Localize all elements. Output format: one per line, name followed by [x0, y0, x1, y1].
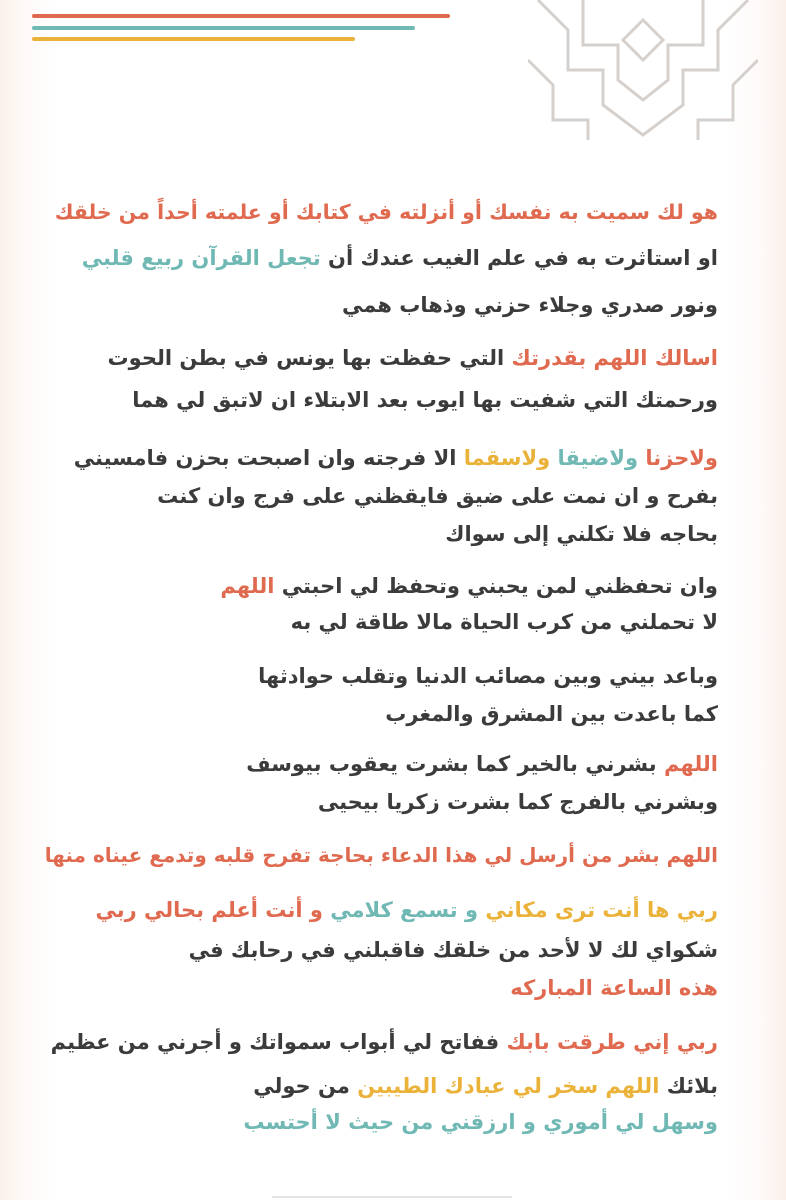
bottom-divider	[272, 1196, 512, 1198]
text-line	[45, 843, 718, 867]
text-line	[74, 446, 718, 470]
gold-stripe	[32, 37, 355, 41]
text-segment: وباعد بيني وبين مصائب الدنيا وتقلب حوادثها	[258, 664, 718, 688]
text-segment: ولاسقما	[456, 446, 551, 470]
teal-stripe	[32, 26, 415, 30]
text-segment: وبشرني بالفرج كما بشرت زكريا بيحيى	[317, 790, 718, 814]
text-segment: بشرني بالخير كما بشرت يعقوب بيوسف	[246, 752, 657, 776]
text-segment: وسهل لي أموري و ارزقني من حيث لا أحتسب	[243, 1110, 718, 1134]
text-segment: بحاجه فلا تكلني إلى سواك	[445, 522, 718, 546]
text-line	[246, 752, 718, 776]
text-segment: و تسمع كلامي	[322, 898, 479, 922]
red-stripe	[32, 14, 450, 18]
text-segment: ففاتح لي أبواب سمواتك و أجرني من عظيم	[50, 1030, 500, 1054]
text-segment: كما باعدت بين المشرق والمغرب	[385, 702, 718, 726]
text-line	[189, 938, 718, 962]
text-line	[51, 1030, 718, 1054]
text-segment: و أنت أعلم بحالي ربي	[95, 898, 323, 922]
text-line	[220, 574, 718, 598]
text-segment: وان تحفظني لمن يحبني وتحفظ لي احبتي	[274, 574, 718, 598]
text-segment: اللهم بشر من أرسل لي هذا الدعاء بحاجة تفرح قلبه وتدمع عيناه منها	[44, 843, 718, 867]
text-segment: التي حفظت بها يونس في بطن الحوت	[107, 346, 505, 370]
text-line	[385, 702, 718, 726]
text-line	[318, 790, 718, 814]
text-line	[342, 293, 718, 317]
text-line	[96, 898, 719, 922]
text-segment: شكواي لك لا لأحد من خلقك فاقبلني في رحابك في	[188, 938, 718, 962]
text-segment: اللهم	[656, 752, 718, 776]
text-segment: ورحمتك التي شفيت بها ايوب بعد الابتلاء ان لاتبق لي هما	[132, 388, 718, 412]
text-line	[243, 1110, 718, 1134]
text-segment: لا تحملني من كرب الحياة مالا طاقة لي به	[290, 610, 718, 634]
text-segment: ربي ها أنت ترى مكاني	[478, 898, 718, 922]
text-segment: ونور صدري وجلاء حزني وذهاب همي	[342, 293, 718, 317]
text-line	[253, 1074, 718, 1098]
text-segment: بلائك	[659, 1074, 718, 1098]
text-segment: اللهم سخر لي عبادك الطيبين	[349, 1074, 660, 1098]
text-segment: ولاضيقا	[550, 446, 639, 470]
text-line	[258, 664, 718, 688]
text-segment: هذه الساعة المباركه	[510, 976, 718, 1000]
text-segment: اللهم	[220, 574, 275, 598]
text-line	[157, 484, 718, 508]
text-line	[55, 200, 718, 224]
text-segment: او استاثرت به في علم الغيب عندك أن	[320, 246, 718, 270]
arabesque-star-pattern-icon	[528, 0, 758, 140]
text-segment: ولاحزنا	[638, 446, 718, 470]
text-line	[445, 522, 718, 546]
text-segment: هو لك سميت به نفسك أو أنزلته في كتابك أو علمته أحداً من خلقك	[54, 200, 718, 224]
text-segment: من حولي	[253, 1074, 350, 1098]
text-line	[108, 346, 718, 370]
text-segment: اسالك اللهم بقدرتك	[504, 346, 718, 370]
text-segment: إني طرقت بابك	[499, 1030, 670, 1054]
text-segment: ربي	[669, 1030, 718, 1054]
text-segment: بفرح و ان نمت على ضيق فايقظني على فرج وان كنت	[157, 484, 718, 508]
text-segment: تجعل القرآن ربيع قلبي	[81, 246, 321, 270]
text-line	[291, 610, 718, 634]
text-line	[510, 976, 718, 1000]
text-line	[132, 388, 718, 412]
text-segment: الا فرجته وان اصبحت بحزن فامسيني	[73, 446, 457, 470]
text-line	[82, 246, 718, 270]
